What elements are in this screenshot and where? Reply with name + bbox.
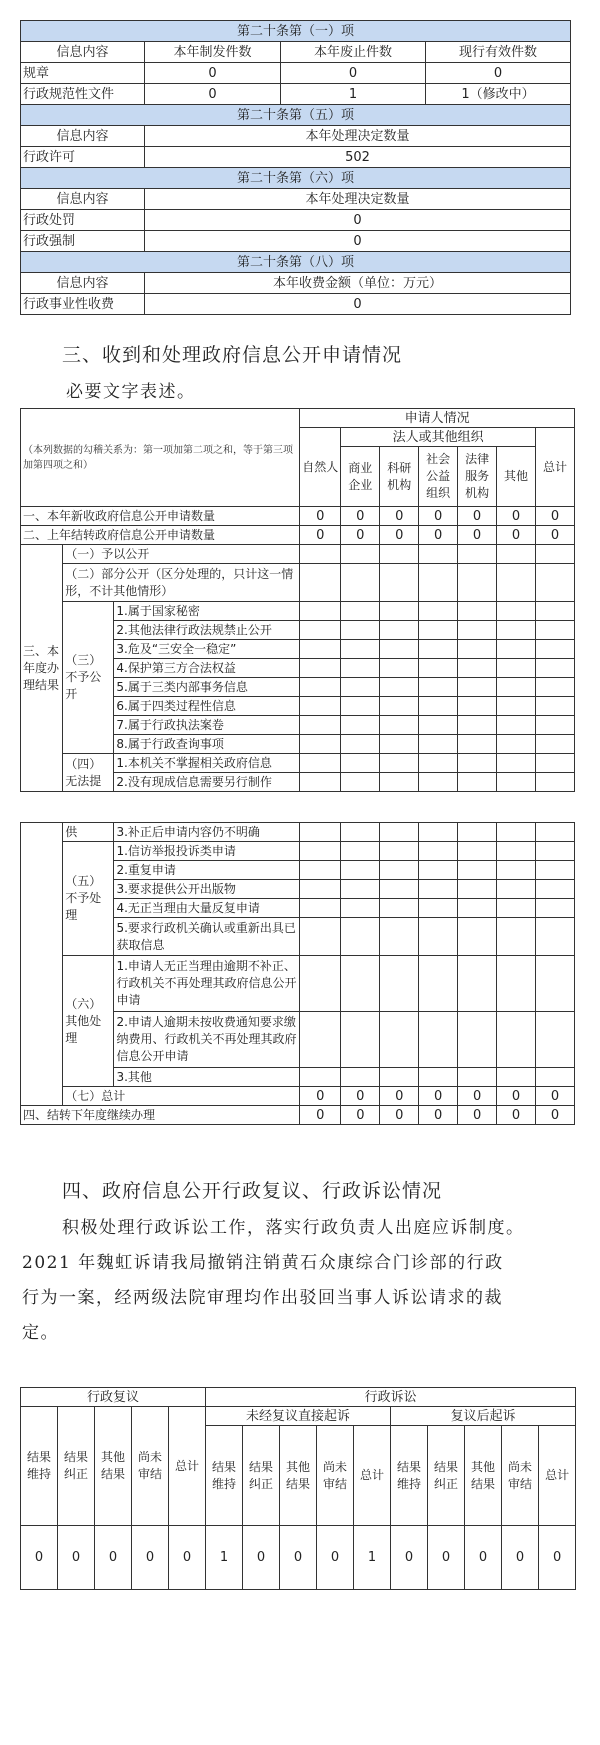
col-other-result: 其他结果 — [465, 1426, 502, 1526]
cell-value: 0 — [145, 294, 571, 315]
sub-item: 4.保护第三方合法权益 — [114, 659, 300, 678]
cell-value: 0 — [145, 231, 571, 252]
cell-value: 0 — [497, 1106, 536, 1125]
cell-value: 0 — [281, 63, 426, 84]
requests-table-part2 — [20, 822, 575, 1106]
cell-value: 0 — [95, 1526, 132, 1590]
sub-item: 5.属于三类内部事务信息 — [114, 678, 300, 697]
cell-value: 0 — [497, 1087, 536, 1106]
sub-item: 8.属于行政查询事项 — [114, 735, 300, 754]
info-content-header: 信息内容 — [21, 42, 145, 63]
sub-item: 7.属于行政执法案卷 — [114, 716, 300, 735]
sub-item: 3.其他 — [114, 1068, 300, 1087]
section-4-paragraph-4: 定。 — [22, 1323, 59, 1343]
disclosure-stats-table — [20, 20, 571, 315]
col-total: 总计 — [354, 1426, 391, 1526]
result-partial: （二）部分公开（区分处理的，只计这一情形，不计其他情形） — [63, 564, 300, 602]
cell-value: 0 — [243, 1526, 280, 1590]
table-row — [21, 526, 575, 545]
section-3-subtitle: 必要文字表述。 — [66, 382, 196, 402]
cell-value: 1 — [354, 1526, 391, 1590]
section-20-8-header: 第二十条第（八）项 — [21, 252, 571, 273]
section-20-5-header: 第二十条第（五）项 — [21, 105, 571, 126]
col-natural-person: 自然人 — [300, 428, 341, 507]
cell-value: 0 — [300, 1087, 341, 1106]
cell-value: 0 — [428, 1526, 465, 1590]
sub-item: 2.申请人逾期未按收费通知要求缴纳费用、行政机关不再处理其政府信息公开申请 — [114, 1012, 300, 1068]
col-result-corrected: 结果纠正 — [58, 1407, 95, 1526]
issued-count-header: 本年制发件数 — [145, 42, 281, 63]
section-4-paragraph-2: 2021 年魏虹诉请我局撤销注销黄石众康综合门诊部的行政 — [22, 1253, 504, 1273]
sub-item: 1.本机关不掌握相关政府信息 — [114, 754, 300, 773]
table-row — [21, 294, 571, 315]
sub-item: 3.危及“三安全一稳定” — [114, 640, 300, 659]
col-result-corrected: 结果纠正 — [243, 1426, 280, 1526]
col-total: 总计 — [169, 1407, 206, 1526]
result-other-handling: （六）其他处理 — [63, 956, 114, 1087]
sub-item: 6.属于四类过程性信息 — [114, 697, 300, 716]
col-legal-service: 法律服务机构 — [458, 447, 497, 507]
row-label: 行政规范性文件 — [21, 84, 145, 105]
col-business: 商业企业 — [341, 447, 380, 507]
cell-value: 0 — [539, 1526, 576, 1590]
cell-value: 0 — [145, 84, 281, 105]
result-not-public: （三）不予公开 — [63, 602, 114, 754]
table-row — [21, 507, 575, 526]
cell-value: 0 — [535, 1106, 574, 1125]
cell-value: 0 — [458, 526, 497, 545]
col-result-upheld: 结果维持 — [206, 1426, 243, 1526]
cell-value: 0 — [169, 1526, 206, 1590]
row-label: 行政事业性收费 — [21, 294, 145, 315]
relation-note: （本列数据的勾稽关系为：第一项加第二项之和，等于第三项加第四项之和） — [21, 409, 300, 507]
cell-value: 0 — [458, 1106, 497, 1125]
cell-value: 0 — [300, 507, 341, 526]
col-result-upheld: 结果维持 — [391, 1426, 428, 1526]
col-pending: 尚未审结 — [502, 1426, 539, 1526]
col-other: 其他 — [497, 447, 536, 507]
col-pending: 尚未审结 — [132, 1407, 169, 1526]
result-unable-provide: （四）无法提 — [63, 754, 114, 792]
section-4-paragraph-1: 积极处理行政诉讼工作，落实行政负责人出庭应诉制度。 — [62, 1218, 525, 1238]
row-label: 行政许可 — [21, 147, 145, 168]
cell-value: 0 — [497, 526, 536, 545]
col-result-corrected: 结果纠正 — [428, 1426, 465, 1526]
cell-value: 0 — [145, 210, 571, 231]
table-row — [21, 147, 571, 168]
cell-value: 0 — [341, 1087, 380, 1106]
cell-value: 0 — [341, 526, 380, 545]
section-20-1-header: 第二十条第（一）项 — [21, 21, 571, 42]
requests-table-carry — [20, 1105, 575, 1125]
cell-value: 0 — [465, 1526, 502, 1590]
col-total: 总计 — [539, 1426, 576, 1526]
sub-item: 3.要求提供公开出版物 — [114, 880, 300, 899]
section-3-title: 三、收到和处理政府信息公开申请情况 — [62, 344, 403, 366]
table-row — [21, 84, 571, 105]
cell-value: 0 — [458, 1087, 497, 1106]
cell-value: 0 — [341, 1106, 380, 1125]
col-research: 科研机构 — [380, 447, 419, 507]
valid-count-header: 现行有效件数 — [426, 42, 571, 63]
abolished-count-header: 本年废止件数 — [281, 42, 426, 63]
info-content-header: 信息内容 — [21, 189, 145, 210]
cell-value: 0 — [419, 1106, 458, 1125]
sub-item: 4.无正当理由大量反复申请 — [114, 899, 300, 918]
table-row — [21, 1526, 576, 1590]
result-unable-provide-cont: 供 — [63, 823, 114, 842]
requests-table-part1 — [20, 408, 575, 792]
cell-value: 0 — [380, 1106, 419, 1125]
cell-value: 1 — [206, 1526, 243, 1590]
table-row — [21, 1106, 575, 1125]
cell-value: 0 — [535, 526, 574, 545]
cell-value: 0 — [317, 1526, 354, 1590]
row-label: 行政处罚 — [21, 210, 145, 231]
fee-amount-header: 本年收费金额（单位：万元） — [145, 273, 571, 294]
info-content-header: 信息内容 — [21, 273, 145, 294]
decision-count-header: 本年处理决定数量 — [145, 126, 571, 147]
section-4-paragraph-3: 行为一案，经两级法院审理均作出驳回当事人诉讼请求的裁 — [22, 1288, 503, 1308]
annual-result-label: 三、本年度办理结果 — [21, 545, 63, 792]
cell-value: 0 — [380, 507, 419, 526]
col-other-result: 其他结果 — [95, 1407, 132, 1526]
cell-value: 0 — [419, 1087, 458, 1106]
cell-value: 0 — [458, 507, 497, 526]
info-content-header: 信息内容 — [21, 126, 145, 147]
cell-value: 0 — [419, 507, 458, 526]
cell-value: 0 — [497, 507, 536, 526]
cell-value: 1 — [281, 84, 426, 105]
admin-review-header: 行政复议 — [21, 1388, 206, 1407]
cell-value: 0 — [419, 526, 458, 545]
cell-value: 0 — [280, 1526, 317, 1590]
cell-value: 0 — [21, 1526, 58, 1590]
col-total: 总计 — [535, 428, 574, 507]
decision-count-header: 本年处理决定数量 — [145, 189, 571, 210]
row-carry-forward: 四、结转下年度继续办理 — [21, 1106, 300, 1125]
row-label: 行政强制 — [21, 231, 145, 252]
col-result-upheld: 结果维持 — [21, 1407, 58, 1526]
sub-item: 1.申请人无正当理由逾期不补正、行政机关不再处理其政府信息公开申请 — [114, 956, 300, 1012]
cell-value: 0 — [145, 63, 281, 84]
row-new-requests: 一、本年新收政府信息公开申请数量 — [21, 507, 300, 526]
sub-item: 2.其他法律行政法规禁止公开 — [114, 621, 300, 640]
cell-value: 0 — [535, 1087, 574, 1106]
admin-litigation-header: 行政诉讼 — [206, 1388, 576, 1407]
cell-value: 0 — [391, 1526, 428, 1590]
cell-value: 502 — [145, 147, 571, 168]
cell-value: 0 — [502, 1526, 539, 1590]
cell-value: 0 — [341, 507, 380, 526]
sub-item: 1.信访举报投诉类申请 — [114, 842, 300, 861]
cell-value: 0 — [380, 526, 419, 545]
cell-value: 0 — [300, 526, 341, 545]
cell-value: 1（修改中） — [426, 84, 571, 105]
row-label: 规章 — [21, 63, 145, 84]
sub-item: 2.没有现成信息需要另行制作 — [114, 773, 300, 792]
cell-value: 0 — [58, 1526, 95, 1590]
sub-item: 1.属于国家秘密 — [114, 602, 300, 621]
col-public-welfare: 社会公益组织 — [419, 447, 458, 507]
row-carried-requests: 二、上年结转政府信息公开申请数量 — [21, 526, 300, 545]
result-total: （七）总计 — [63, 1087, 300, 1106]
table-row — [21, 231, 571, 252]
section-20-6-header: 第二十条第（六）项 — [21, 168, 571, 189]
result-not-processed: （五）不予处理 — [63, 842, 114, 956]
after-review-header: 复议后起诉 — [391, 1407, 576, 1426]
cell-value: 0 — [300, 1106, 341, 1125]
col-other-result: 其他结果 — [280, 1426, 317, 1526]
direct-suit-header: 未经复议直接起诉 — [206, 1407, 391, 1426]
result-public: （一）予以公开 — [63, 545, 300, 564]
applicant-header: 申请人情况 — [300, 409, 575, 428]
table-row — [21, 210, 571, 231]
section-4-title: 四、政府信息公开行政复议、行政诉讼情况 — [62, 1180, 443, 1202]
table-row — [21, 63, 571, 84]
cell-value: 0 — [535, 507, 574, 526]
cell-value: 0 — [132, 1526, 169, 1590]
sub-item: 5.要求行政机关确认或重新出具已获取信息 — [114, 918, 300, 956]
col-pending: 尚未审结 — [317, 1426, 354, 1526]
sub-item: 3.补正后申请内容仍不明确 — [114, 823, 300, 842]
legal-entity-header: 法人或其他组织 — [341, 428, 536, 447]
cell-value: 0 — [380, 1087, 419, 1106]
review-litigation-table — [20, 1387, 576, 1590]
sub-item: 2.重复申请 — [114, 861, 300, 880]
cell-value: 0 — [426, 63, 571, 84]
